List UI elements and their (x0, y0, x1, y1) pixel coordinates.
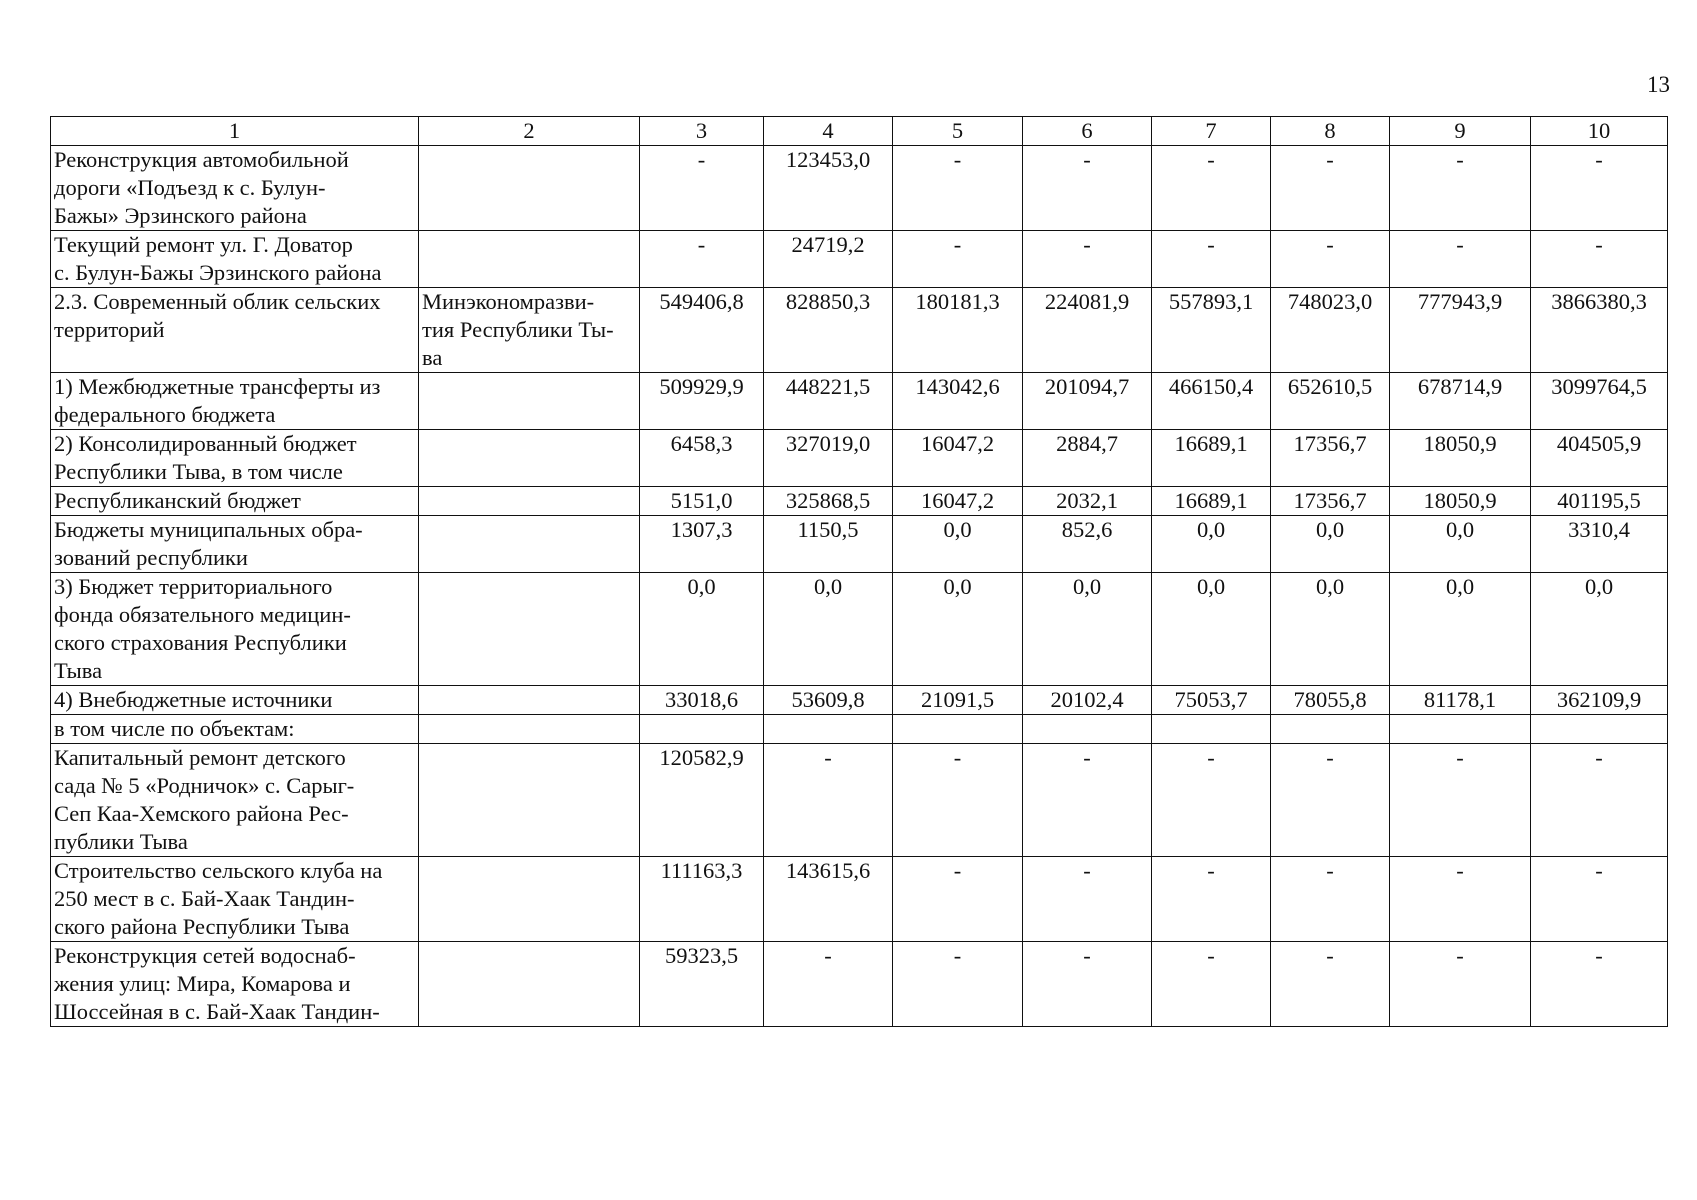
value-cell-col-9: 18050,9 (1390, 430, 1531, 487)
value-cell-col-6: 20102,4 (1023, 686, 1152, 715)
row-name-cell: Капитальный ремонт детского сада № 5 «Родничок» с. Сарыг- Сеп Каа-Хемского района Рес- публики Тыва (51, 744, 419, 857)
value-cell-col-5: - (893, 146, 1023, 231)
value-cell-col-3: - (640, 231, 764, 288)
value-cell-col-8 (1271, 715, 1390, 744)
table-body (51, 146, 1668, 1027)
executor-cell (419, 146, 640, 231)
value-cell-col-5: 0,0 (893, 573, 1023, 686)
table-row (51, 686, 1668, 715)
row-name-cell: 1) Межбюджетные трансферты из федерального бюджета (51, 373, 419, 430)
value-cell-col-5: 0,0 (893, 516, 1023, 573)
executor-cell (419, 516, 640, 573)
table-row (51, 573, 1668, 686)
row-name-cell: 2) Консолидированный бюджет Республики Тыва, в том числе (51, 430, 419, 487)
value-cell-col-5: - (893, 744, 1023, 857)
value-cell-col-9: 777943,9 (1390, 288, 1531, 373)
value-cell-col-7: 75053,7 (1152, 686, 1271, 715)
value-cell-col-8: - (1271, 146, 1390, 231)
budget-table (50, 116, 1668, 1027)
value-cell-col-10: 401195,5 (1531, 487, 1668, 516)
row-name-cell: Строительство сельского клуба на 250 мест в с. Бай-Хаак Тандин- ского района Республики Тыва (51, 857, 419, 942)
value-cell-col-8: 0,0 (1271, 573, 1390, 686)
value-cell-col-3: 120582,9 (640, 744, 764, 857)
value-cell-col-10: 3099764,5 (1531, 373, 1668, 430)
value-cell-col-8: 652610,5 (1271, 373, 1390, 430)
value-cell-col-8: 17356,7 (1271, 430, 1390, 487)
value-cell-col-4 (764, 715, 893, 744)
value-cell-col-6: 224081,9 (1023, 288, 1152, 373)
value-cell-col-8: - (1271, 231, 1390, 288)
value-cell-col-7: 16689,1 (1152, 487, 1271, 516)
value-cell-col-9: 678714,9 (1390, 373, 1531, 430)
row-name-cell: в том числе по объектам: (51, 715, 419, 744)
executor-cell (419, 573, 640, 686)
value-cell-col-3: 111163,3 (640, 857, 764, 942)
value-cell-col-3: 1307,3 (640, 516, 764, 573)
value-cell-col-5: - (893, 857, 1023, 942)
value-cell-col-9: - (1390, 744, 1531, 857)
value-cell-col-10: - (1531, 744, 1668, 857)
value-cell-col-9: - (1390, 146, 1531, 231)
value-cell-col-6: 0,0 (1023, 573, 1152, 686)
column-header-3: 3 (640, 117, 764, 146)
value-cell-col-5: 180181,3 (893, 288, 1023, 373)
value-cell-col-7: 0,0 (1152, 573, 1271, 686)
executor-cell (419, 231, 640, 288)
value-cell-col-7: - (1152, 744, 1271, 857)
executor-cell (419, 744, 640, 857)
table-row (51, 744, 1668, 857)
executor-cell (419, 686, 640, 715)
column-header-9: 9 (1390, 117, 1531, 146)
value-cell-col-9: 18050,9 (1390, 487, 1531, 516)
value-cell-col-5: 143042,6 (893, 373, 1023, 430)
row-name-cell: Реконструкция сетей водоснаб- жения улиц: Мира, Комарова и Шоссейная в с. Бай-Хаак Тандин- (51, 942, 419, 1027)
table-row (51, 942, 1668, 1027)
value-cell-col-10: - (1531, 942, 1668, 1027)
value-cell-col-7: - (1152, 146, 1271, 231)
executor-cell (419, 487, 640, 516)
value-cell-col-6: 201094,7 (1023, 373, 1152, 430)
page-number: 13 (1647, 72, 1670, 97)
value-cell-col-10 (1531, 715, 1668, 744)
value-cell-col-8: - (1271, 857, 1390, 942)
header-row (51, 117, 1668, 146)
value-cell-col-7: 16689,1 (1152, 430, 1271, 487)
table-row (51, 516, 1668, 573)
column-header-5: 5 (893, 117, 1023, 146)
value-cell-col-4: 448221,5 (764, 373, 893, 430)
table-header (51, 117, 1668, 146)
value-cell-col-5: - (893, 231, 1023, 288)
value-cell-col-9: - (1390, 231, 1531, 288)
column-header-7: 7 (1152, 117, 1271, 146)
row-name-cell: 2.3. Современный облик сельских территорий (51, 288, 419, 373)
value-cell-col-3: 549406,8 (640, 288, 764, 373)
value-cell-col-9: 0,0 (1390, 573, 1531, 686)
value-cell-col-7: - (1152, 857, 1271, 942)
row-name-cell: Реконструкция автомобильной дороги «Подъезд к с. Булун- Бажы» Эрзинского района (51, 146, 419, 231)
value-cell-col-7: - (1152, 942, 1271, 1027)
value-cell-col-9: 81178,1 (1390, 686, 1531, 715)
value-cell-col-4: 143615,6 (764, 857, 893, 942)
column-header-8: 8 (1271, 117, 1390, 146)
value-cell-col-4: 53609,8 (764, 686, 893, 715)
value-cell-col-10: - (1531, 857, 1668, 942)
value-cell-col-8: 748023,0 (1271, 288, 1390, 373)
column-header-6: 6 (1023, 117, 1152, 146)
table-row (51, 487, 1668, 516)
value-cell-col-5: - (893, 942, 1023, 1027)
value-cell-col-5 (893, 715, 1023, 744)
value-cell-col-6: - (1023, 942, 1152, 1027)
table-row (51, 146, 1668, 231)
value-cell-col-4: - (764, 744, 893, 857)
value-cell-col-4: 828850,3 (764, 288, 893, 373)
value-cell-col-7: 466150,4 (1152, 373, 1271, 430)
value-cell-col-7: 557893,1 (1152, 288, 1271, 373)
column-header-10: 10 (1531, 117, 1668, 146)
value-cell-col-8: 78055,8 (1271, 686, 1390, 715)
value-cell-col-4: 123453,0 (764, 146, 893, 231)
value-cell-col-3: 59323,5 (640, 942, 764, 1027)
value-cell-col-10: 3310,4 (1531, 516, 1668, 573)
value-cell-col-6: - (1023, 146, 1152, 231)
value-cell-col-8: 17356,7 (1271, 487, 1390, 516)
value-cell-col-7: - (1152, 231, 1271, 288)
value-cell-col-10: 362109,9 (1531, 686, 1668, 715)
value-cell-col-3: 0,0 (640, 573, 764, 686)
row-name-cell: Текущий ремонт ул. Г. Доватор с. Булун-Бажы Эрзинского района (51, 231, 419, 288)
value-cell-col-6: - (1023, 744, 1152, 857)
executor-cell (419, 857, 640, 942)
value-cell-col-5: 16047,2 (893, 430, 1023, 487)
value-cell-col-4: - (764, 942, 893, 1027)
value-cell-col-8: - (1271, 942, 1390, 1027)
row-name-cell: Бюджеты муниципальных обра- зований республики (51, 516, 419, 573)
column-header-2: 2 (419, 117, 640, 146)
value-cell-col-10: 0,0 (1531, 573, 1668, 686)
value-cell-col-8: 0,0 (1271, 516, 1390, 573)
value-cell-col-9: 0,0 (1390, 516, 1531, 573)
value-cell-col-10: - (1531, 146, 1668, 231)
value-cell-col-4: 24719,2 (764, 231, 893, 288)
value-cell-col-3 (640, 715, 764, 744)
row-name-cell: 3) Бюджет территориального фонда обязательного медицин- ского страхования Республики Тыва (51, 573, 419, 686)
value-cell-col-6: - (1023, 231, 1152, 288)
value-cell-col-4: 1150,5 (764, 516, 893, 573)
value-cell-col-3: - (640, 146, 764, 231)
executor-cell (419, 715, 640, 744)
value-cell-col-5: 16047,2 (893, 487, 1023, 516)
value-cell-col-3: 509929,9 (640, 373, 764, 430)
value-cell-col-6 (1023, 715, 1152, 744)
value-cell-col-3: 6458,3 (640, 430, 764, 487)
table-row (51, 857, 1668, 942)
table-row (51, 373, 1668, 430)
table-row (51, 288, 1668, 373)
value-cell-col-4: 327019,0 (764, 430, 893, 487)
value-cell-col-10: - (1531, 231, 1668, 288)
value-cell-col-3: 33018,6 (640, 686, 764, 715)
column-header-1: 1 (51, 117, 419, 146)
value-cell-col-7: 0,0 (1152, 516, 1271, 573)
executor-cell (419, 430, 640, 487)
table-row (51, 715, 1668, 744)
table-row (51, 430, 1668, 487)
row-name-cell: 4) Внебюджетные источники (51, 686, 419, 715)
value-cell-col-6: 852,6 (1023, 516, 1152, 573)
column-header-4: 4 (764, 117, 893, 146)
executor-cell (419, 942, 640, 1027)
value-cell-col-10: 3866380,3 (1531, 288, 1668, 373)
row-name-cell: Республиканский бюджет (51, 487, 419, 516)
value-cell-col-4: 325868,5 (764, 487, 893, 516)
value-cell-col-6: - (1023, 857, 1152, 942)
value-cell-col-5: 21091,5 (893, 686, 1023, 715)
value-cell-col-6: 2032,1 (1023, 487, 1152, 516)
executor-cell: Минэкономразви- тия Республики Ты- ва (419, 288, 640, 373)
value-cell-col-9: - (1390, 942, 1531, 1027)
value-cell-col-3: 5151,0 (640, 487, 764, 516)
value-cell-col-10: 404505,9 (1531, 430, 1668, 487)
table-row (51, 231, 1668, 288)
value-cell-col-6: 2884,7 (1023, 430, 1152, 487)
value-cell-col-9: - (1390, 857, 1531, 942)
value-cell-col-9 (1390, 715, 1531, 744)
value-cell-col-4: 0,0 (764, 573, 893, 686)
executor-cell (419, 373, 640, 430)
value-cell-col-7 (1152, 715, 1271, 744)
value-cell-col-8: - (1271, 744, 1390, 857)
